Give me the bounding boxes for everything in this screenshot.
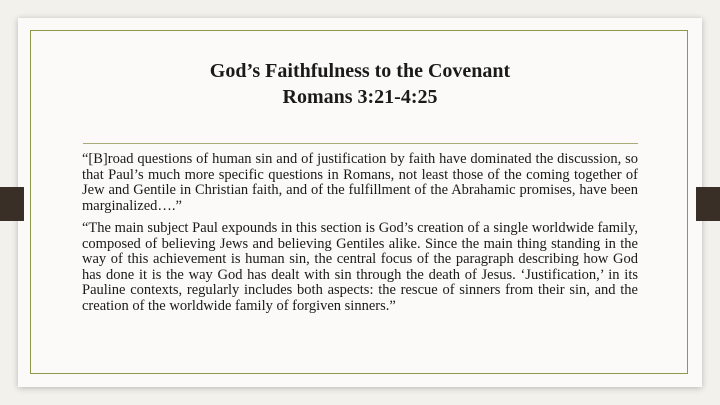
left-side-tab — [0, 187, 24, 221]
quote-paragraph-2: “The main subject Paul expounds in this section is God’s creation of a single worldwide family, composed of believing Jews and believing Gentiles alike. Since the main thing standing in the way of this achievement is human sin, the central focus of the paragraph describing how God has done it is the way God has dealt with sin through the death of Jesus. ‘Justification,’ in its Pauline contexts, regularly includes both aspects: the rescue of sinners from their sin, and the creation of the worldwide family of forgiven sinners.” — [82, 220, 638, 314]
slide-body — [82, 152, 638, 321]
right-side-tab — [696, 187, 720, 221]
quote-paragraph-1: “[B]road questions of human sin and of justification by faith have dominated the discussion, so that Paul’s much more specific questions in Romans, not least those of the coming together of Jew and Gentile in Christian faith, and of the fulfillment of the Abrahamic promises, have been marginalized….” — [82, 151, 638, 214]
slide-title: God’s Faithfulness to the Covenant — [209, 60, 511, 82]
slide-subtitle: Romans 3:21-4:25 — [282, 86, 438, 108]
title-divider — [83, 143, 638, 144]
